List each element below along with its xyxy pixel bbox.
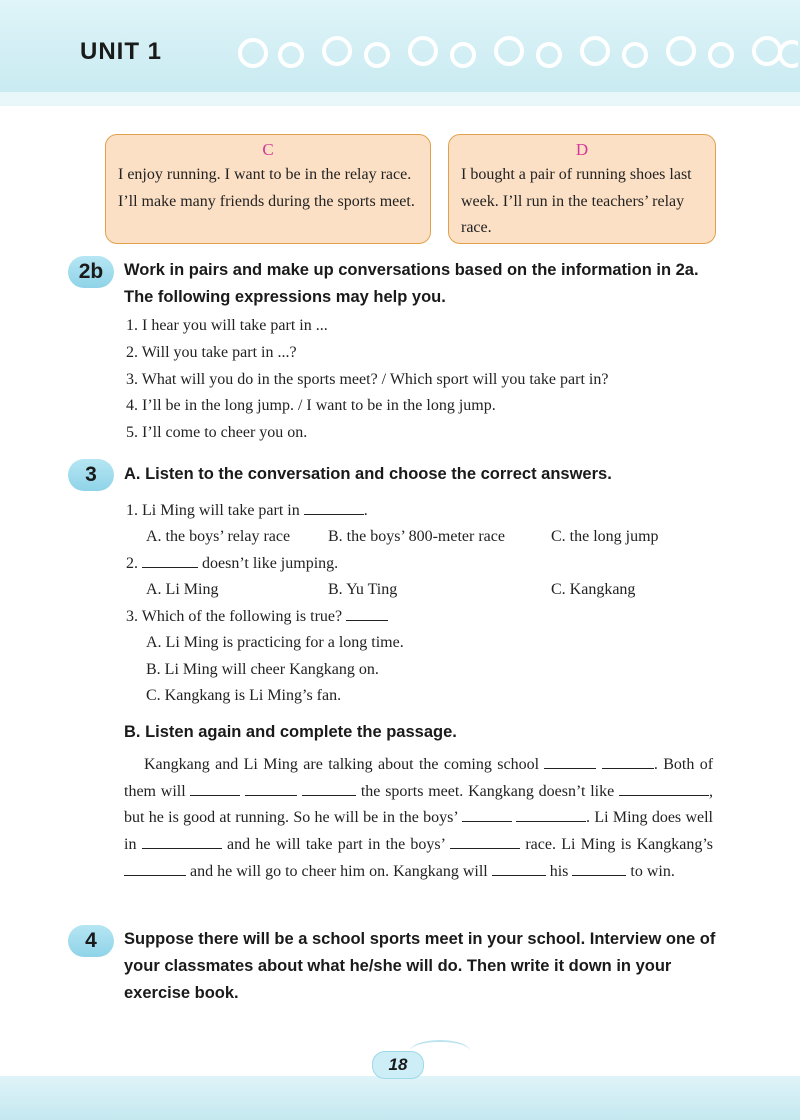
expression-line: 3. What will you do in the sports meet? / Which sport will you take part in? bbox=[126, 371, 609, 388]
ring-icon bbox=[666, 36, 696, 66]
question-3-text: 3. Which of the following is true? bbox=[126, 608, 343, 625]
option: B. the boys’ 800-meter race bbox=[328, 528, 505, 545]
option: A. the boys’ relay race bbox=[146, 528, 291, 545]
passage-blank[interactable] bbox=[190, 781, 240, 796]
section-badge-3: 3 bbox=[68, 459, 114, 491]
section-3b-heading: B. Listen again and complete the passage. bbox=[124, 723, 457, 741]
passage-blank[interactable] bbox=[572, 861, 626, 876]
ring-icon bbox=[708, 42, 734, 68]
ring-icon bbox=[778, 40, 798, 68]
answer-blank[interactable] bbox=[142, 553, 198, 568]
ring-icon bbox=[536, 42, 562, 68]
ring-icon bbox=[622, 42, 648, 68]
passage-text: Both of them will bbox=[124, 756, 714, 800]
section-3a-heading: A. Listen to the conversation and choose the correct answers. bbox=[124, 465, 612, 483]
option: B. Yu Ting bbox=[328, 581, 398, 598]
box-text: I bought a pair of running shoes last week. I’ll run in the teachers’ relay race. bbox=[461, 166, 692, 236]
option: A. Li Ming bbox=[146, 581, 219, 598]
box-letter: D bbox=[575, 140, 589, 159]
option: C. Kangkang is Li Ming’s fan. bbox=[146, 687, 342, 704]
question-2 bbox=[126, 553, 338, 574]
expression-line: 5. I’ll come to cheer you on. bbox=[126, 424, 308, 441]
question-1-text: 1. Li Ming will take part in bbox=[126, 502, 300, 519]
ring-icon bbox=[278, 42, 304, 68]
page-footer-band bbox=[0, 1076, 800, 1120]
passage-text: . Li Ming does well in bbox=[124, 809, 713, 854]
option: C. the long jump bbox=[551, 528, 659, 545]
option: A. Li Ming is practicing for a long time. bbox=[146, 634, 404, 651]
decorative-rings bbox=[238, 34, 798, 74]
passage-blank[interactable] bbox=[462, 807, 512, 822]
passage-blank[interactable] bbox=[245, 781, 297, 796]
expression-line: 2. Will you take part in ...? bbox=[126, 344, 297, 361]
ring-icon bbox=[494, 36, 524, 66]
passage-blank[interactable] bbox=[544, 754, 596, 769]
question-2-text: doesn’t like jumping. bbox=[202, 555, 339, 572]
passage-blank[interactable] bbox=[302, 781, 356, 796]
page-number: 18 bbox=[372, 1051, 424, 1079]
box-text: I enjoy running. I want to be in the relay race. I’ll make many friends during the sports meet. bbox=[118, 166, 415, 210]
answer-blank[interactable] bbox=[346, 606, 388, 621]
ring-icon bbox=[322, 36, 352, 66]
passage-blank[interactable] bbox=[619, 781, 709, 796]
passage-text: to win. bbox=[630, 862, 675, 880]
passage-blank[interactable] bbox=[450, 834, 520, 849]
header-strip bbox=[0, 92, 800, 106]
ring-icon bbox=[238, 38, 268, 68]
ring-icon bbox=[450, 42, 476, 68]
passage-blank[interactable] bbox=[516, 807, 586, 822]
passage-blank[interactable] bbox=[602, 754, 654, 769]
section-2b-heading: Work in pairs and make up conversations based on the information in 2a. The following expressions may help you. bbox=[124, 261, 699, 306]
box-letter: C bbox=[262, 140, 274, 159]
expression-line: 1. I hear you will take part in ... bbox=[126, 317, 328, 334]
answer-blank[interactable] bbox=[304, 500, 364, 515]
question-1-suffix: . bbox=[363, 502, 368, 519]
unit-title: UNIT 1 bbox=[80, 38, 163, 65]
ring-icon bbox=[364, 42, 390, 68]
ring-icon bbox=[580, 36, 610, 66]
passage: Kangkang and Li Ming are talking about the coming school . Both of them will the sports meet. Kangkang doesn’t like , but he is good at running. So he will be in the boys’ . Li Ming does well in and he will take part in the boys’ race. Li Ming is Kangkang’s and he will go to cheer him on. Kangkang will his to win. bbox=[124, 756, 714, 880]
info-box-d bbox=[448, 134, 716, 244]
passage-text: , but he is good at running. So he will be in the boys’ bbox=[124, 782, 714, 827]
question-1 bbox=[126, 500, 368, 521]
question-3 bbox=[126, 606, 388, 627]
option: C. Kangkang bbox=[551, 581, 636, 598]
passage-text: Kangkang and Li Ming are talking about the coming school bbox=[144, 756, 540, 773]
passage-blank[interactable] bbox=[492, 861, 546, 876]
ring-icon bbox=[408, 36, 438, 66]
passage-text: race. Li Ming is Kangkang’s bbox=[525, 836, 714, 854]
section-4-heading: Suppose there will be a school sports meet in your school. Interview one of your classmates about what he/she will do. Then write it down in your exercise book. bbox=[124, 930, 716, 1002]
option: B. Li Ming will cheer Kangkang on. bbox=[146, 661, 379, 678]
passage-blank[interactable] bbox=[142, 834, 222, 849]
passage-text: and he will go to cheer him on. Kangkang will bbox=[190, 862, 488, 880]
passage-text: the sports meet. Kangkang doesn’t like bbox=[360, 782, 615, 800]
passage-blank[interactable] bbox=[124, 861, 186, 876]
expression-line: 4. I’ll be in the long jump. / I want to be in the long jump. bbox=[126, 397, 496, 414]
passage-text: his bbox=[549, 862, 569, 880]
section-badge-2b: 2b bbox=[68, 256, 114, 288]
info-box-c bbox=[105, 134, 431, 244]
question-2-number: 2. bbox=[126, 555, 138, 572]
passage-text: and he will take part in the boys’ bbox=[226, 836, 445, 854]
section-badge-4: 4 bbox=[68, 925, 114, 957]
